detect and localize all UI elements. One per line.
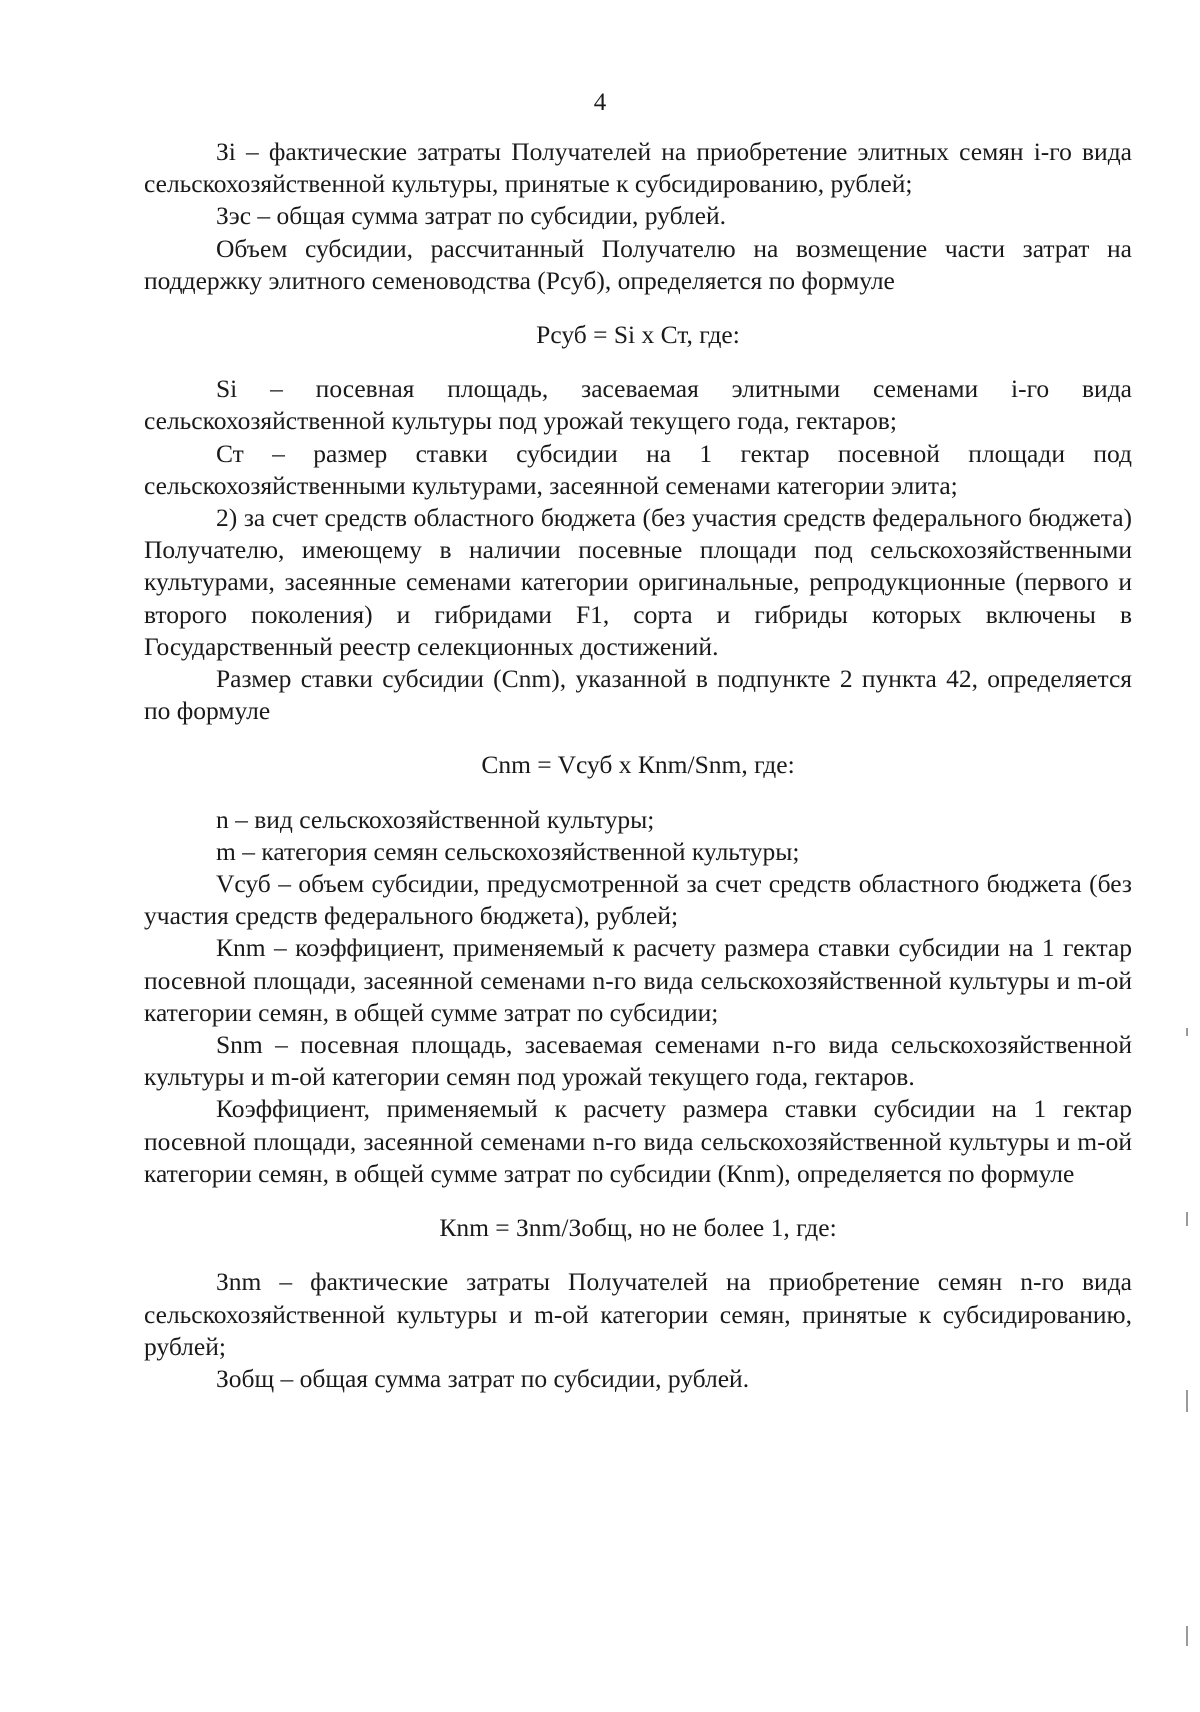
page-number: 4: [593, 89, 607, 116]
document-body: [144, 136, 1132, 1395]
paragraph-rsub-intro: Объем субсидии, рассчитанный Получателю на возмещение части затрат на поддержку элитного семеноводства (Рсуб), определяется по формуле: [144, 233, 1132, 295]
paragraph-cnm-intro: Размер ставки субсидии (Сnm), указанной в подпункте 2 пункта 42, определяется по формуле: [144, 664, 1132, 726]
paragraph-item-2: 2) за счет средств областного бюджета (без участия средств федерального бюджета) Получателю, имеющему в наличии посевные площади под сельскохозяйственными культурами, засеянные семенами категории оригинальные, репродукционные (первого и второго поколения) и гибридами F1, сорта и гибриды которых включены в Государственный реестр селекционных достижений.: [144, 503, 1132, 661]
paragraph-m-definition: m – категория семян сельскохозяйственной культуры;: [216, 836, 800, 866]
scan-artifact: [1186, 1212, 1188, 1226]
scan-artifact: [1186, 1390, 1188, 1412]
paragraph-vsub-definition: Vсуб – объем субсидии, предусмотренной за счет средств областного бюджета (без участия средств федерального бюджета), рублей;: [144, 869, 1132, 931]
paragraph-snm-definition: Snm – посевная площадь, засеваемая семенами n-го вида сельскохозяйственной культуры и m-ой категории семян под урожай текущего года, гектаров.: [144, 1030, 1132, 1092]
scan-artifact: [1186, 1626, 1188, 1646]
formula-cnm: Сnm = Vсуб х Кnm/Snm, где:: [481, 750, 795, 780]
paragraph-zi-definition: Зi – фактические затраты Получателей на приобретение элитных семян i-го вида сельскохозяйственной культуры, принятые к субсидированию, рублей;: [144, 137, 1132, 199]
paragraph-n-definition: n – вид сельскохозяйственной культуры;: [216, 804, 655, 834]
formula-knm: Кnm = Зnm/Зобщ, но не более 1, где:: [439, 1213, 837, 1243]
scan-artifact: [1186, 1028, 1188, 1036]
paragraph-znm-definition: Зnm – фактические затраты Получателей на приобретение семян n-го вида сельскохозяйственной культуры и m-ой категории семян, принятые к субсидированию, рублей;: [144, 1267, 1132, 1361]
paragraph-zobshch-definition: Зобщ – общая сумма затрат по субсидии, рублей.: [216, 1363, 750, 1393]
paragraph-zes-definition: Зэс – общая сумма затрат по субсидии, рублей.: [216, 201, 726, 231]
paragraph-si-definition: Si – посевная площадь, засеваемая элитными семенами i-го вида сельскохозяйственной культуры под урожай текущего года, гектаров;: [144, 374, 1132, 436]
paragraph-st-definition: Ст – размер ставки субсидии на 1 гектар посевной площади под сельскохозяйственными культурами, засеянной семенами категории элита;: [144, 438, 1132, 500]
formula-rsub: Рсуб = Si х Ст, где:: [536, 320, 740, 350]
paragraph-knm-intro: Коэффициент, применяемый к расчету размера ставки субсидии на 1 гектар посевной площади, засеянной семенами n-го вида сельскохозяйственной культуры и m-ой категории семян, в общей сумме затрат по субсидии (Кnm), определяется по формуле: [144, 1094, 1132, 1188]
paragraph-knm-definition: Кnm – коэффициент, применяемый к расчету размера ставки субсидии на 1 гектар посевной площади, засеянной семенами n-го вида сельскохозяйственной культуры и m-ой категории семян, в общей сумме затрат по субсидии;: [144, 933, 1132, 1027]
